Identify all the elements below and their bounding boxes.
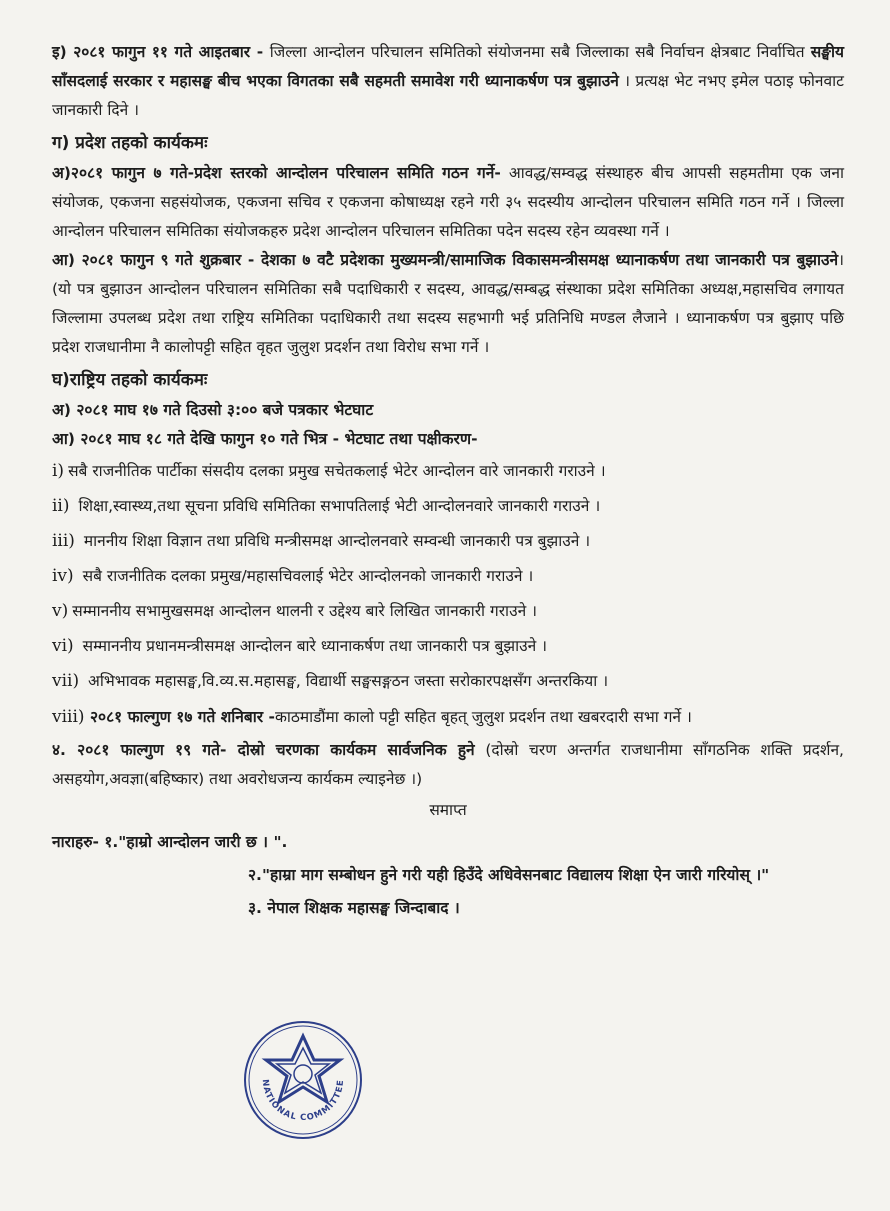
body-text: आवद्ध/सम्वद्ध संस्थाहरु बीच आपसी सहमतीमा एक जना संयोजक, एकजना सहसंयोजक, एकजना सचिव र एकजना कोषाध्यक्ष रहने गरी ३५ सदस्यीय आन्दोलन परिचालन समिति गठन गर्ने । जिल्ला आन्दोलन परिचालन समितिका संयोजकहरु प्रदेश आन्दोलन परिचालन समितिका पदेन सदस्य रहेन व्यवस्था गर्ने । bbox=[52, 164, 844, 240]
meetings-line: आ) २०८१ माघ १८ गते देखि फागुन १० गते भित्र - भेटघाट तथा पक्षीकरण- bbox=[52, 430, 478, 448]
body-text: जिल्ला आन्दोलन परिचालन समितिको संयोजनमा सबै जिल्लाका सबै निर्वाचन क्षेत्रबाट निर्वाचित bbox=[269, 43, 811, 61]
bold-text: सङ्घीय साँसदलाई सरकार र महासङ्घ बीच भएका विगतका सबै सहमती समावेश गरी ध्यानाकर्षण पत्र बुझाउने bbox=[52, 43, 844, 90]
slogan-3: ३. नेपाल शिक्षक महासङ्घ जिन्दाबाद । bbox=[248, 899, 460, 917]
slogan-label: नाराहरु- bbox=[52, 833, 105, 851]
heading-province-program: ग) प्रदेश तहको कार्यकमः bbox=[52, 133, 208, 153]
bold-text: आ) २०८१ फागुन ९ गते शुक्रबार - देशका ७ वटै प्रदेशका मुख्यमन्त्री/सामाजिक विकासमन्त्रीसमक्ष ध्यानाकर्षण तथा जानकारी पत्र बुझाउने bbox=[52, 251, 839, 269]
bold-text: ४. २०८१ फाल्गुण १९ गते- दोस्रो चरणका कार्यकम सार्वजनिक हुने bbox=[52, 741, 475, 759]
body-text: । प्रत्यक्ष भेट नभए इमेल पठाइ फोनवाट जानकारी दिने । bbox=[52, 72, 844, 119]
bold-text: अ)२०८१ फागुन ७ गते-प्रदेश स्तरको आन्दोलन परिचालन समिति गठन गर्ने- bbox=[52, 164, 501, 182]
date-label: इ) २०८१ फागुन ११ गते आइतबार - bbox=[52, 43, 270, 61]
list-item-viii: viii) २०८१ फाल्गुण १७ गते शनिबार -काठमाडौंमा कालो पट्टी सहित बृहत् जुलुश प्रदर्शन तथा खबरदारी सभा गर्ने । bbox=[52, 707, 692, 727]
list-item: iv) सबै राजनीतिक दलका प्रमुख/महासचिवलाई भेटेर आन्दोलनको जानकारी गराउने । bbox=[52, 566, 534, 586]
list-item: i) सबै राजनीतिक पार्टीका संसदीय दलका प्रमुख सचेतकलाई भेटेर आन्दोलन वारे जानकारी गराउने । bbox=[52, 461, 606, 481]
slogan-1: नाराहरु- १."हाम्रो आन्दोलन जारी छ । ". bbox=[52, 833, 288, 851]
list-item: v) सम्माननीय सभामुखसमक्ष आन्दोलन थालनी र उद्देश्य बारे लिखित जानकारी गराउने । bbox=[52, 601, 537, 621]
seal-text: NATIONAL COMMITTEE bbox=[259, 1078, 347, 1124]
heading-national-program: घ)राष्ट्रिय तहको कार्यकमः bbox=[52, 370, 208, 390]
press-meet-line: अ) २०८१ माघ १७ गते दिउसो ३:०० बजे पत्रकार भेटघाट bbox=[52, 401, 374, 419]
list-item: vi) सम्माननीय प्रधानमन्त्रीसमक्ष आन्दोलन बारे ध्यानाकर्षण तथा जानकारी पत्र बुझाउने । bbox=[52, 636, 548, 656]
bold-text: २०८१ फाल्गुण १७ गते शनिबार - bbox=[84, 708, 275, 726]
body-text: काठमाडौंमा कालो पट्टी सहित बृहत् जुलुश प्रदर्शन तथा खबरदारी सभा गर्ने । bbox=[274, 708, 692, 726]
paragraph-chief-minister-letter bbox=[52, 246, 844, 362]
slogan-2: २."हाम्रा माग सम्बोधन हुने गरी यही हिउँदे अधिवेसनबाट विद्यालय शिक्षा ऐन जारी गरियोस् ।" bbox=[248, 866, 770, 884]
body-text: (दोस्रो चरण अन्तर्गत राजधानीमा साँगठनिक शक्ति प्रदर्शन, असहयोग,अवज्ञा(बहिष्कार) तथा अवरोधजन्य कार्यकम ल्याइनेछ ।) bbox=[52, 741, 844, 788]
paragraph-province-committee bbox=[52, 159, 844, 246]
paragraph-sunday-program bbox=[52, 38, 844, 125]
list-item: ii) शिक्षा,स्वास्थ्य,तथा सूचना प्रविधि समितिका सभापतिलाई भेटी आन्दोलनवारे जानकारी गराउने । bbox=[52, 496, 601, 516]
body-text: । (यो पत्र बुझाउन आन्दोलन परिचालन समितिका सबै पदाधिकारी र सदस्य, आवद्ध/सम्बद्ध संस्थाका प्रदेश समितिका अध्यक्ष,महासचिव लगायत जिल्लामा उपलब्ध प्रदेश तथा राष्ट्रिय समितिका पदाधिकारी तथा सदस्य सहभागी भई प्रतिनिधि मण्डल लैजाने । ध्यानाकर्षण पत्र बुझाए पछि प्रदेश राजधानीमा नै कालोपट्टी सहित वृहत जुलुश प्रदर्शन तथा विरोध सभा गर्ने । bbox=[52, 251, 844, 356]
organization-seal-icon bbox=[241, 1018, 365, 1142]
end-mark: समाप्त bbox=[429, 801, 467, 819]
paragraph-second-phase bbox=[52, 736, 844, 794]
list-item: vii) अभिभावक महासङ्घ,वि.व्य.स.महासङ्घ, विद्यार्थी सङ्घसङ्गठन जस्ता सरोकारपक्षसँग अन्तरकिया । bbox=[52, 671, 609, 691]
list-item: iii) माननीय शिक्षा विज्ञान तथा प्रविधि मन्त्रीसमक्ष आन्दोलनवारे सम्वन्धी जानकारी पत्र बुझाउने । bbox=[52, 531, 591, 551]
